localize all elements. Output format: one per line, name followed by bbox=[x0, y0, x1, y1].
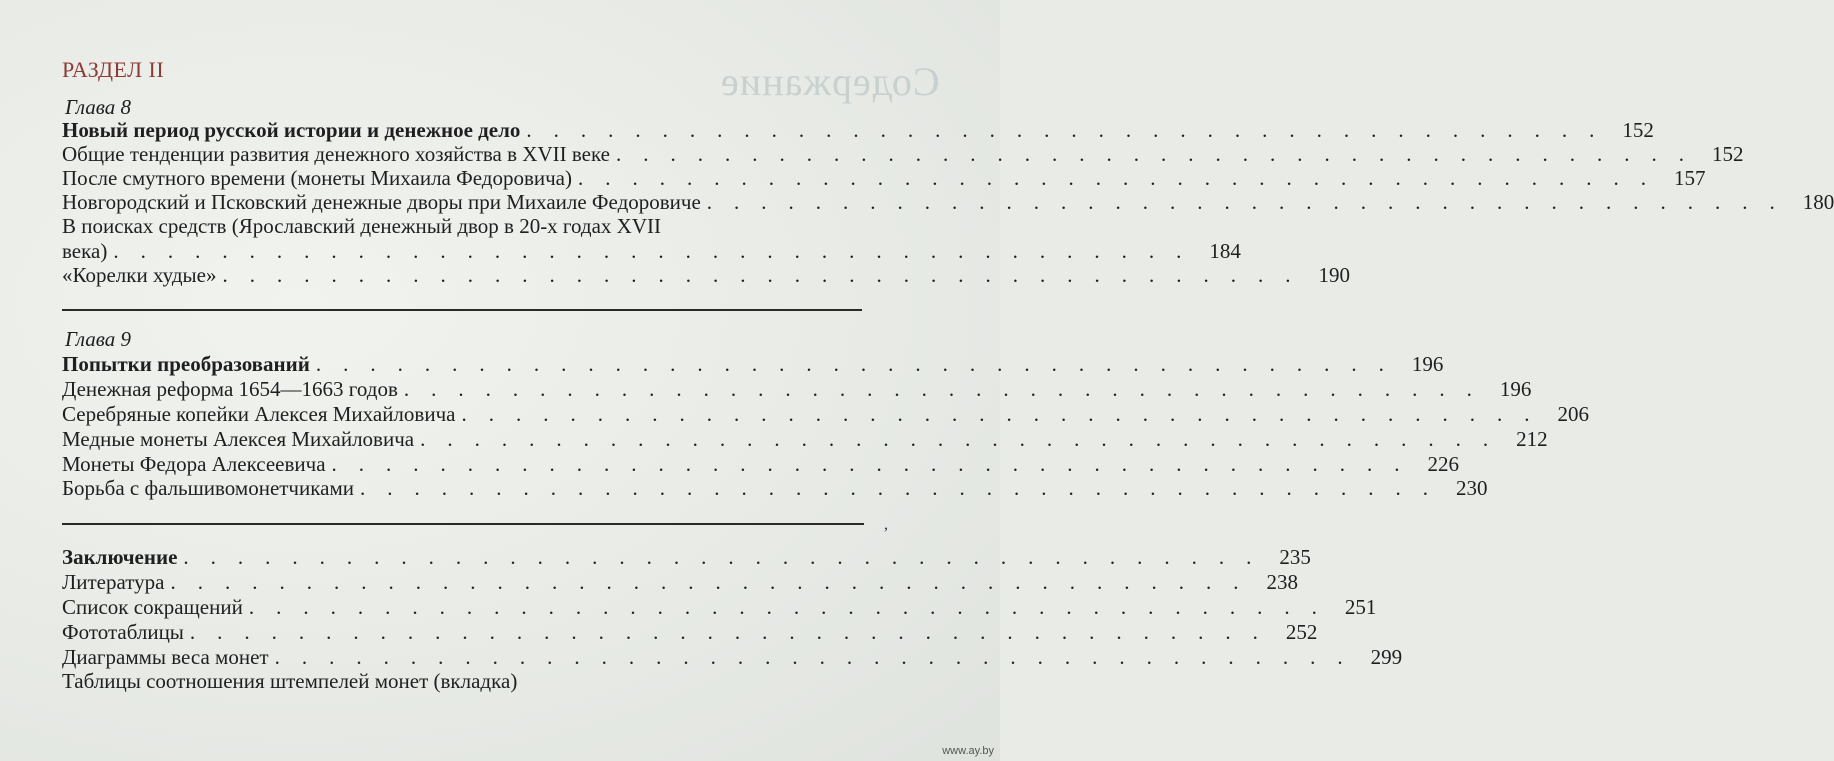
toc-entry bbox=[62, 620, 1318, 645]
entry-title: Монеты Федора Алексеевича bbox=[62, 452, 326, 476]
toc-entry bbox=[62, 402, 1589, 427]
page-number: 206 bbox=[1557, 402, 1589, 426]
conclusion-title: Заключение bbox=[62, 545, 178, 569]
entry-title: Диаграммы веса монет bbox=[62, 645, 269, 669]
entry-title: Список сокращений bbox=[62, 595, 243, 619]
section-heading: РАЗДЕЛ II bbox=[62, 57, 165, 82]
toc-entry bbox=[62, 476, 1488, 501]
page-number: 184 bbox=[1209, 239, 1241, 263]
chapter-8-label: Глава 8 bbox=[65, 95, 131, 119]
divider bbox=[62, 523, 864, 525]
entry-title-line-2: века) bbox=[62, 239, 108, 263]
dot-leader: ........................................ bbox=[248, 595, 1339, 619]
dot-leader: ........................................ bbox=[615, 142, 1706, 166]
toc-entry bbox=[62, 166, 1706, 191]
page-number: 251 bbox=[1344, 595, 1377, 619]
toc-entry bbox=[62, 427, 1548, 452]
toc-entry bbox=[62, 377, 1532, 402]
toc-entry bbox=[62, 263, 1350, 288]
dot-leader: ........................................ bbox=[706, 190, 1797, 214]
entry-title: Фототаблицы bbox=[62, 620, 184, 644]
show-through-heading: Содержание bbox=[720, 59, 940, 104]
toc-entry-no-page bbox=[62, 669, 942, 694]
dot-leader: ........................................ bbox=[526, 118, 1617, 142]
entry-title-line-1: В поисках средств (Ярославский денежный двор в 20-х годах XVII bbox=[62, 214, 661, 238]
watermark: www.ay.by bbox=[942, 745, 994, 757]
entry-title: Таблицы соотношения штемпелей монет (вкладка) bbox=[62, 669, 518, 693]
toc-entry bbox=[62, 452, 1460, 477]
dot-leader: ........................................ bbox=[183, 545, 1274, 569]
page-number: 196 bbox=[1411, 352, 1444, 376]
entry-title: Общие тенденции развития денежного хозяйства в XVII веке bbox=[62, 142, 610, 166]
entry-title: Новгородский и Псковский денежные дворы при Михаиле Федоровиче bbox=[62, 190, 701, 214]
dot-leader: ........................................ bbox=[403, 377, 1494, 401]
page-number: 190 bbox=[1318, 263, 1350, 287]
entry-title: «Корелки худые» bbox=[62, 263, 217, 287]
page-mark: , bbox=[884, 516, 888, 533]
dot-leader: ........................................ bbox=[331, 452, 1422, 476]
page-number: 152 bbox=[1711, 142, 1744, 166]
page-number: 212 bbox=[1516, 427, 1548, 451]
dot-leader: ........................................ bbox=[420, 427, 1511, 451]
page-number: 180 bbox=[1802, 190, 1834, 214]
page-number: 299 bbox=[1370, 645, 1403, 669]
page-number: 196 bbox=[1499, 377, 1532, 401]
conclusion-row bbox=[62, 545, 1311, 570]
entry-title: Серебряные копейки Алексея Михайловича bbox=[62, 402, 456, 426]
dot-leader: ........................................ bbox=[189, 620, 1280, 644]
page-number: 252 bbox=[1285, 620, 1318, 644]
page-number: 226 bbox=[1427, 452, 1460, 476]
entry-title: Медные монеты Алексея Михайловича bbox=[62, 427, 415, 451]
entry-title: Денежная реформа 1654—1663 годов bbox=[62, 377, 398, 401]
dot-leader: ........................................ bbox=[274, 645, 1365, 669]
toc-entry bbox=[62, 595, 1377, 620]
chapter-8-title-row bbox=[62, 118, 1654, 143]
dot-leader: ........................................ bbox=[577, 166, 1668, 190]
dot-leader: ........................................ bbox=[359, 476, 1450, 500]
page-number: 157 bbox=[1673, 166, 1706, 190]
toc-entry bbox=[62, 142, 1744, 167]
dot-leader: ........................................ bbox=[222, 263, 1313, 287]
toc-entry bbox=[62, 190, 1834, 215]
toc-entry bbox=[62, 645, 1403, 670]
page-number: 230 bbox=[1455, 476, 1488, 500]
chapter-8-title: Новый период русской истории и денежное дело bbox=[62, 118, 521, 142]
page-number: 235 bbox=[1279, 545, 1311, 569]
entry-title: Борьба с фальшивомонетчиками bbox=[62, 476, 354, 500]
dot-leader: ........................................ bbox=[315, 352, 1406, 376]
dot-leader: ........................................ bbox=[113, 239, 1204, 263]
entry-title: После смутного времени (монеты Михаила Федоровича) bbox=[62, 166, 572, 190]
page-number: 238 bbox=[1266, 570, 1298, 594]
divider bbox=[62, 309, 862, 311]
chapter-9-title: Попытки преобразований bbox=[62, 352, 310, 376]
entry-title: Литература bbox=[62, 570, 165, 594]
toc-entry bbox=[62, 570, 1298, 595]
dot-leader: ........................................ bbox=[461, 402, 1552, 426]
page-number: 152 bbox=[1622, 118, 1654, 142]
toc-entry-two-line bbox=[62, 214, 942, 239]
chapter-9-title-row bbox=[62, 352, 1444, 377]
chapter-9-label: Глава 9 bbox=[65, 327, 131, 351]
dot-leader: ........................................ bbox=[170, 570, 1261, 594]
toc-entry-continuation bbox=[62, 239, 1241, 264]
